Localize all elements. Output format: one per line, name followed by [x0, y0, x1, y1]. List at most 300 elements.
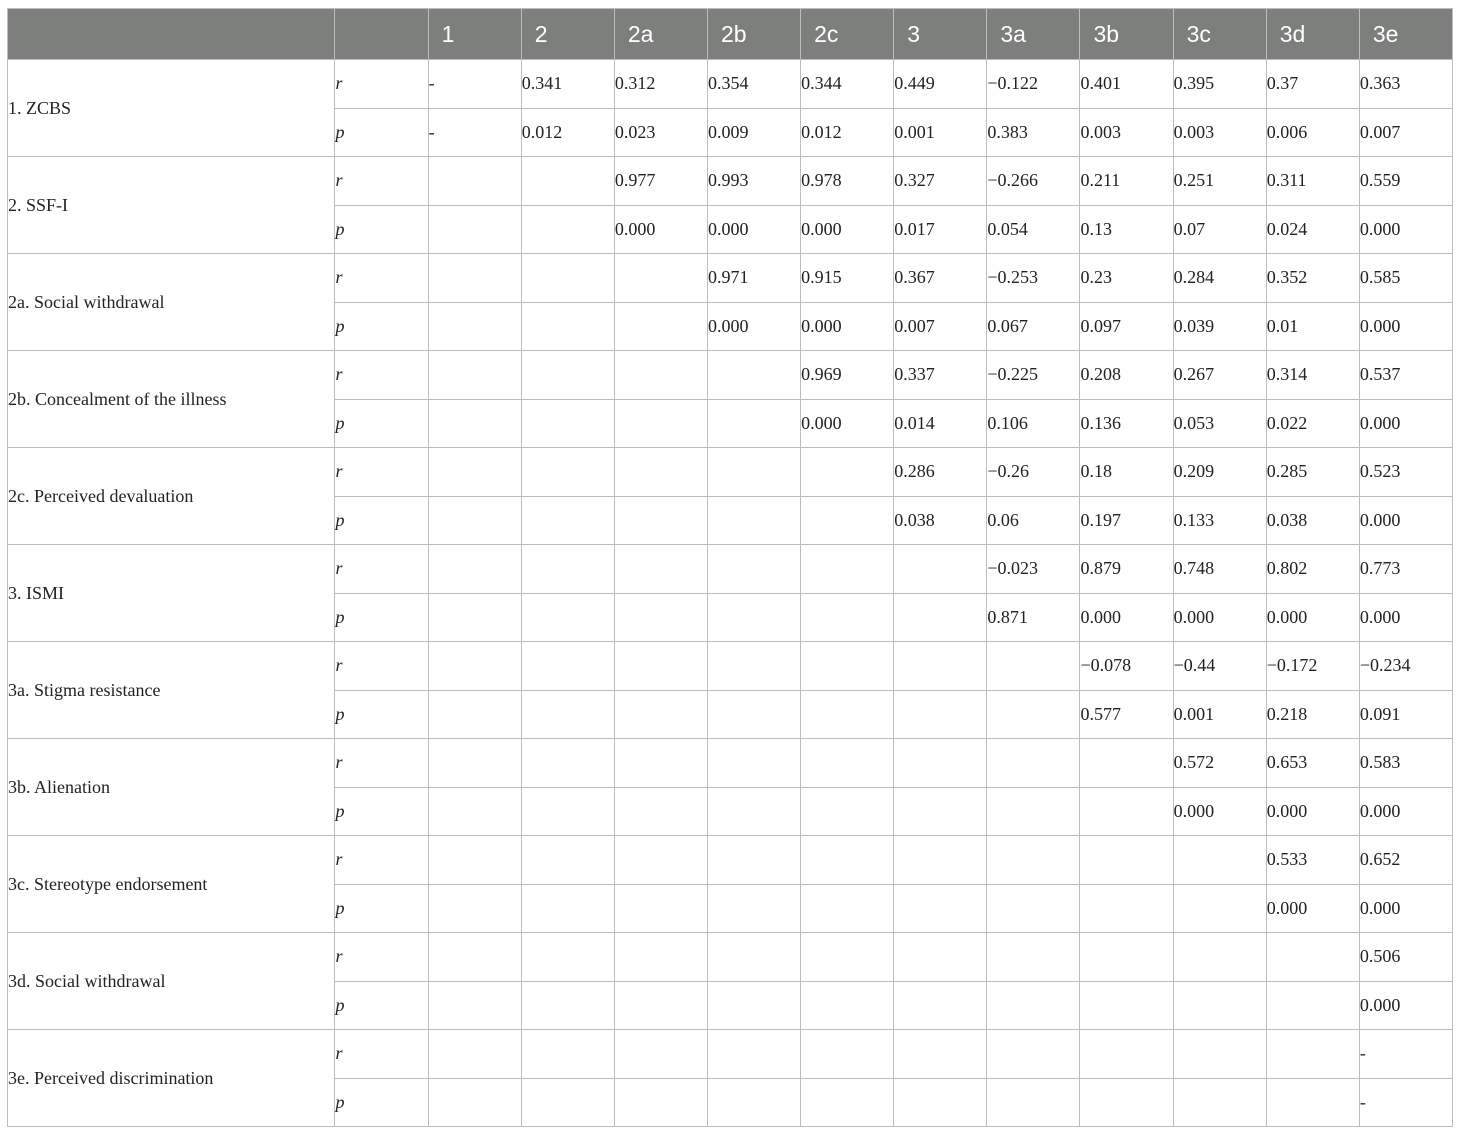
- table-cell: [801, 690, 894, 739]
- table-cell: 0.014: [894, 399, 987, 448]
- table-cell: 0.001: [894, 108, 987, 157]
- table-cell: [428, 545, 521, 594]
- table-cell: 0.209: [1173, 448, 1266, 497]
- table-cell: 0.993: [707, 157, 800, 206]
- table-cell: 0.337: [894, 351, 987, 400]
- row-label: 2b. Concealment of the illness: [8, 351, 335, 448]
- row-label: 3e. Perceived discrimination: [8, 1030, 335, 1127]
- table-cell: 0.000: [1359, 302, 1452, 351]
- stat-label: p: [335, 302, 428, 351]
- table-cell: 0.06: [987, 496, 1080, 545]
- table-cell: 0.097: [1080, 302, 1173, 351]
- table-cell: 0.000: [707, 302, 800, 351]
- table-cell: [614, 351, 707, 400]
- table-cell: 0.395: [1173, 60, 1266, 109]
- table-cell: 0.311: [1266, 157, 1359, 206]
- stat-label: r: [335, 448, 428, 497]
- table-cell: 0.038: [894, 496, 987, 545]
- table-cell: [614, 884, 707, 933]
- table-cell: 0.802: [1266, 545, 1359, 594]
- table-row: [8, 351, 1453, 400]
- table-cell: [894, 981, 987, 1030]
- table-row: [8, 1030, 1453, 1079]
- table-cell: 0.000: [801, 399, 894, 448]
- table-cell: 0.383: [987, 108, 1080, 157]
- table-cell: [987, 884, 1080, 933]
- table-cell: −0.26: [987, 448, 1080, 497]
- table-cell: [521, 302, 614, 351]
- stat-label: p: [335, 884, 428, 933]
- table-cell: [801, 836, 894, 885]
- table-cell: [894, 690, 987, 739]
- table-cell: [614, 1030, 707, 1079]
- table-cell: 0.327: [894, 157, 987, 206]
- table-cell: 0.091: [1359, 690, 1452, 739]
- header-row: [8, 9, 1453, 60]
- table-cell: [1173, 884, 1266, 933]
- table-cell: 0.000: [614, 205, 707, 254]
- table-cell: [614, 836, 707, 885]
- table-cell: [707, 884, 800, 933]
- table-cell: [428, 884, 521, 933]
- table-cell: 0.000: [1359, 205, 1452, 254]
- table-cell: [521, 496, 614, 545]
- row-label: 2a. Social withdrawal: [8, 254, 335, 351]
- table-body: [8, 60, 1453, 1127]
- table-row: [8, 933, 1453, 982]
- table-cell: [428, 448, 521, 497]
- table-cell: 0.577: [1080, 690, 1173, 739]
- table-cell: [707, 593, 800, 642]
- table-cell: 0.022: [1266, 399, 1359, 448]
- table-cell: [1173, 836, 1266, 885]
- table-cell: [428, 690, 521, 739]
- table-cell: 0.572: [1173, 739, 1266, 788]
- table-cell: [894, 787, 987, 836]
- column-header: 2: [521, 9, 614, 60]
- table-cell: [521, 642, 614, 691]
- table-cell: [1080, 884, 1173, 933]
- table-cell: [521, 884, 614, 933]
- table-cell: [614, 496, 707, 545]
- table-cell: [801, 884, 894, 933]
- stat-label: r: [335, 157, 428, 206]
- table-cell: [707, 933, 800, 982]
- table-cell: [707, 1030, 800, 1079]
- table-cell: [521, 981, 614, 1030]
- table-cell: [1266, 981, 1359, 1030]
- column-header: 1: [428, 9, 521, 60]
- table-cell: [987, 690, 1080, 739]
- table-cell: 0.977: [614, 157, 707, 206]
- table-cell: [707, 545, 800, 594]
- table-cell: [614, 981, 707, 1030]
- table-cell: −0.44: [1173, 642, 1266, 691]
- table-cell: [428, 933, 521, 982]
- stat-label: r: [335, 739, 428, 788]
- table-cell: 0.312: [614, 60, 707, 109]
- stat-label: p: [335, 593, 428, 642]
- row-label: 3b. Alienation: [8, 739, 335, 836]
- table-cell: 0.352: [1266, 254, 1359, 303]
- table-cell: [614, 254, 707, 303]
- table-cell: [521, 399, 614, 448]
- table-cell: 0.01: [1266, 302, 1359, 351]
- stat-label: p: [335, 981, 428, 1030]
- column-header: 3e: [1359, 9, 1452, 60]
- table-cell: [428, 593, 521, 642]
- table-cell: [707, 981, 800, 1030]
- table-cell: 0.000: [1359, 399, 1452, 448]
- table-cell: 0.133: [1173, 496, 1266, 545]
- table-cell: [614, 739, 707, 788]
- table-cell: 0.012: [801, 108, 894, 157]
- table-cell: 0.449: [894, 60, 987, 109]
- table-cell: 0.000: [707, 205, 800, 254]
- table-cell: [428, 1030, 521, 1079]
- stat-label: r: [335, 933, 428, 982]
- table-cell: [894, 642, 987, 691]
- table-cell: −0.234: [1359, 642, 1452, 691]
- table-cell: 0.003: [1173, 108, 1266, 157]
- table-cell: [1266, 1078, 1359, 1127]
- table-cell: 0.007: [1359, 108, 1452, 157]
- table-cell: [428, 157, 521, 206]
- table-cell: [894, 884, 987, 933]
- stat-label: r: [335, 254, 428, 303]
- table-row: [8, 157, 1453, 206]
- table-cell: [428, 1078, 521, 1127]
- table-cell: 0.653: [1266, 739, 1359, 788]
- stat-label: p: [335, 690, 428, 739]
- table-cell: [1080, 933, 1173, 982]
- table-cell: -: [428, 60, 521, 109]
- table-cell: [521, 1078, 614, 1127]
- table-cell: [707, 739, 800, 788]
- table-cell: [614, 787, 707, 836]
- table-cell: 0.023: [614, 108, 707, 157]
- table-cell: 0.067: [987, 302, 1080, 351]
- table-cell: 0.267: [1173, 351, 1266, 400]
- table-cell: 0.003: [1080, 108, 1173, 157]
- table-cell: [707, 836, 800, 885]
- table-row: [8, 60, 1453, 109]
- table-cell: [1173, 981, 1266, 1030]
- stat-label: r: [335, 545, 428, 594]
- table-cell: 0.039: [1173, 302, 1266, 351]
- table-cell: 0.971: [707, 254, 800, 303]
- table-cell: [521, 205, 614, 254]
- stat-label: p: [335, 787, 428, 836]
- table-cell: 0.652: [1359, 836, 1452, 885]
- table-cell: [987, 1078, 1080, 1127]
- table-cell: [1173, 933, 1266, 982]
- column-header: 3a: [987, 9, 1080, 60]
- table-cell: 0.000: [1359, 884, 1452, 933]
- row-label: 1. ZCBS: [8, 60, 335, 157]
- table-cell: 0.007: [894, 302, 987, 351]
- table-cell: 0.871: [987, 593, 1080, 642]
- table-cell: [987, 787, 1080, 836]
- stat-label: p: [335, 205, 428, 254]
- table-row: [8, 642, 1453, 691]
- stat-label: p: [335, 108, 428, 157]
- table-cell: -: [1359, 1078, 1452, 1127]
- table-cell: 0.354: [707, 60, 800, 109]
- table-cell: 0.000: [1359, 981, 1452, 1030]
- table-cell: [1080, 787, 1173, 836]
- table-cell: [1080, 1078, 1173, 1127]
- table-cell: [894, 933, 987, 982]
- table-cell: 0.000: [1359, 593, 1452, 642]
- table-cell: 0.367: [894, 254, 987, 303]
- table-cell: [801, 981, 894, 1030]
- table-cell: [894, 593, 987, 642]
- table-cell: 0.37: [1266, 60, 1359, 109]
- table-cell: [428, 254, 521, 303]
- table-cell: -: [1359, 1030, 1452, 1079]
- table-cell: [707, 1078, 800, 1127]
- table-cell: [894, 836, 987, 885]
- column-header: 3b: [1080, 9, 1173, 60]
- table-cell: [894, 1078, 987, 1127]
- table-cell: [801, 1078, 894, 1127]
- stat-label: r: [335, 642, 428, 691]
- table-cell: 0.341: [521, 60, 614, 109]
- table-cell: [707, 690, 800, 739]
- table-cell: [521, 933, 614, 982]
- table-cell: [428, 981, 521, 1030]
- table-cell: [428, 399, 521, 448]
- table-cell: [521, 593, 614, 642]
- table-cell: [801, 545, 894, 594]
- table-cell: [801, 933, 894, 982]
- table-cell: [707, 399, 800, 448]
- table-cell: -: [428, 108, 521, 157]
- table-cell: [707, 787, 800, 836]
- table-cell: 0.284: [1173, 254, 1266, 303]
- row-label: 3c. Stereotype endorsement: [8, 836, 335, 933]
- table-cell: 0.038: [1266, 496, 1359, 545]
- table-cell: [1080, 981, 1173, 1030]
- stat-label: p: [335, 1078, 428, 1127]
- stat-label: r: [335, 60, 428, 109]
- column-header: 3d: [1266, 9, 1359, 60]
- row-label: 3a. Stigma resistance: [8, 642, 335, 739]
- table-cell: 0.879: [1080, 545, 1173, 594]
- table-cell: [521, 1030, 614, 1079]
- correlation-table: [7, 8, 1453, 1127]
- table-cell: [521, 448, 614, 497]
- table-cell: [614, 399, 707, 448]
- column-header: 2b: [707, 9, 800, 60]
- table-cell: [428, 302, 521, 351]
- table-cell: [521, 787, 614, 836]
- table-row: [8, 739, 1453, 788]
- table-cell: 0.000: [1359, 787, 1452, 836]
- table-cell: 0.000: [801, 302, 894, 351]
- table-cell: [428, 205, 521, 254]
- table-cell: 0.344: [801, 60, 894, 109]
- table-cell: [801, 642, 894, 691]
- table-cell: [1080, 1030, 1173, 1079]
- table-cell: 0.000: [1173, 593, 1266, 642]
- column-header: 3: [894, 9, 987, 60]
- table-cell: 0.583: [1359, 739, 1452, 788]
- table-cell: 0.000: [1266, 884, 1359, 933]
- table-cell: [987, 642, 1080, 691]
- table-cell: 0.286: [894, 448, 987, 497]
- table-cell: [614, 690, 707, 739]
- table-cell: [521, 254, 614, 303]
- table-cell: −0.122: [987, 60, 1080, 109]
- table-cell: −0.023: [987, 545, 1080, 594]
- table-cell: 0.537: [1359, 351, 1452, 400]
- table-cell: [614, 545, 707, 594]
- table-cell: [801, 593, 894, 642]
- table-cell: [428, 787, 521, 836]
- table-cell: [707, 642, 800, 691]
- table-cell: 0.197: [1080, 496, 1173, 545]
- table-cell: [521, 836, 614, 885]
- table-cell: [801, 787, 894, 836]
- table-cell: [614, 1078, 707, 1127]
- table-cell: −0.078: [1080, 642, 1173, 691]
- table-cell: [1266, 1030, 1359, 1079]
- table-cell: [428, 496, 521, 545]
- table-cell: [987, 739, 1080, 788]
- table-cell: 0.024: [1266, 205, 1359, 254]
- table-cell: 0.969: [801, 351, 894, 400]
- stat-label: r: [335, 1030, 428, 1079]
- table-cell: 0.000: [1173, 787, 1266, 836]
- table-cell: 0.585: [1359, 254, 1452, 303]
- table-cell: −0.225: [987, 351, 1080, 400]
- table-cell: [801, 1030, 894, 1079]
- table-cell: [707, 496, 800, 545]
- table-cell: 0.211: [1080, 157, 1173, 206]
- stat-label: p: [335, 496, 428, 545]
- table-cell: [801, 496, 894, 545]
- table-cell: [801, 739, 894, 788]
- table-cell: 0.000: [1359, 496, 1452, 545]
- column-header: 2c: [801, 9, 894, 60]
- table-cell: [428, 836, 521, 885]
- table-cell: 0.401: [1080, 60, 1173, 109]
- table-cell: [428, 739, 521, 788]
- table-cell: 0.07: [1173, 205, 1266, 254]
- table-cell: 0.000: [1080, 593, 1173, 642]
- table-cell: 0.251: [1173, 157, 1266, 206]
- table-cell: 0.285: [1266, 448, 1359, 497]
- table-row: [8, 545, 1453, 594]
- table-cell: 0.136: [1080, 399, 1173, 448]
- row-label: 3. ISMI: [8, 545, 335, 642]
- table-cell: 0.13: [1080, 205, 1173, 254]
- table-cell: 0.773: [1359, 545, 1452, 594]
- table-cell: [707, 351, 800, 400]
- table-cell: [987, 836, 1080, 885]
- table-cell: 0.363: [1359, 60, 1452, 109]
- table-cell: 0.009: [707, 108, 800, 157]
- table-cell: 0.23: [1080, 254, 1173, 303]
- table-cell: [428, 642, 521, 691]
- column-header: 3c: [1173, 9, 1266, 60]
- row-label: 3d. Social withdrawal: [8, 933, 335, 1030]
- table-cell: [521, 351, 614, 400]
- table-cell: 0.000: [801, 205, 894, 254]
- row-label: 2c. Perceived devaluation: [8, 448, 335, 545]
- table-cell: −0.266: [987, 157, 1080, 206]
- table-cell: 0.106: [987, 399, 1080, 448]
- table-cell: [1266, 933, 1359, 982]
- table-cell: 0.000: [1266, 593, 1359, 642]
- table-cell: 0.000: [1266, 787, 1359, 836]
- stat-label: r: [335, 836, 428, 885]
- table-row: [8, 254, 1453, 303]
- table-cell: [894, 545, 987, 594]
- table-cell: [707, 448, 800, 497]
- table-cell: 0.978: [801, 157, 894, 206]
- table-cell: [614, 302, 707, 351]
- table-cell: 0.208: [1080, 351, 1173, 400]
- table-cell: [521, 690, 614, 739]
- table-cell: [894, 739, 987, 788]
- table-cell: 0.915: [801, 254, 894, 303]
- table-row: [8, 836, 1453, 885]
- table-cell: [1173, 1030, 1266, 1079]
- table-cell: [1173, 1078, 1266, 1127]
- table-cell: [1080, 739, 1173, 788]
- table-cell: [521, 545, 614, 594]
- table-cell: [614, 448, 707, 497]
- table-cell: 0.748: [1173, 545, 1266, 594]
- table-row: [8, 448, 1453, 497]
- table-cell: 0.18: [1080, 448, 1173, 497]
- row-label: 2. SSF-I: [8, 157, 335, 254]
- table-cell: [428, 351, 521, 400]
- column-header: [8, 9, 335, 60]
- column-header: 2a: [614, 9, 707, 60]
- table-cell: 0.053: [1173, 399, 1266, 448]
- stat-label: p: [335, 399, 428, 448]
- column-header: [335, 9, 428, 60]
- table-cell: [894, 1030, 987, 1079]
- table-cell: 0.314: [1266, 351, 1359, 400]
- table-cell: [1080, 836, 1173, 885]
- table-cell: [521, 739, 614, 788]
- table-cell: 0.017: [894, 205, 987, 254]
- table-cell: 0.506: [1359, 933, 1452, 982]
- table-cell: [801, 448, 894, 497]
- table-cell: [521, 157, 614, 206]
- table-cell: [987, 1030, 1080, 1079]
- table-cell: −0.253: [987, 254, 1080, 303]
- table-cell: 0.523: [1359, 448, 1452, 497]
- table-cell: [987, 981, 1080, 1030]
- table-cell: 0.054: [987, 205, 1080, 254]
- table-cell: 0.006: [1266, 108, 1359, 157]
- table-cell: 0.012: [521, 108, 614, 157]
- table-cell: [614, 642, 707, 691]
- table-cell: −0.172: [1266, 642, 1359, 691]
- table-cell: 0.001: [1173, 690, 1266, 739]
- table-cell: [987, 933, 1080, 982]
- table-cell: [614, 593, 707, 642]
- table-cell: 0.218: [1266, 690, 1359, 739]
- table-cell: 0.559: [1359, 157, 1452, 206]
- table-cell: 0.533: [1266, 836, 1359, 885]
